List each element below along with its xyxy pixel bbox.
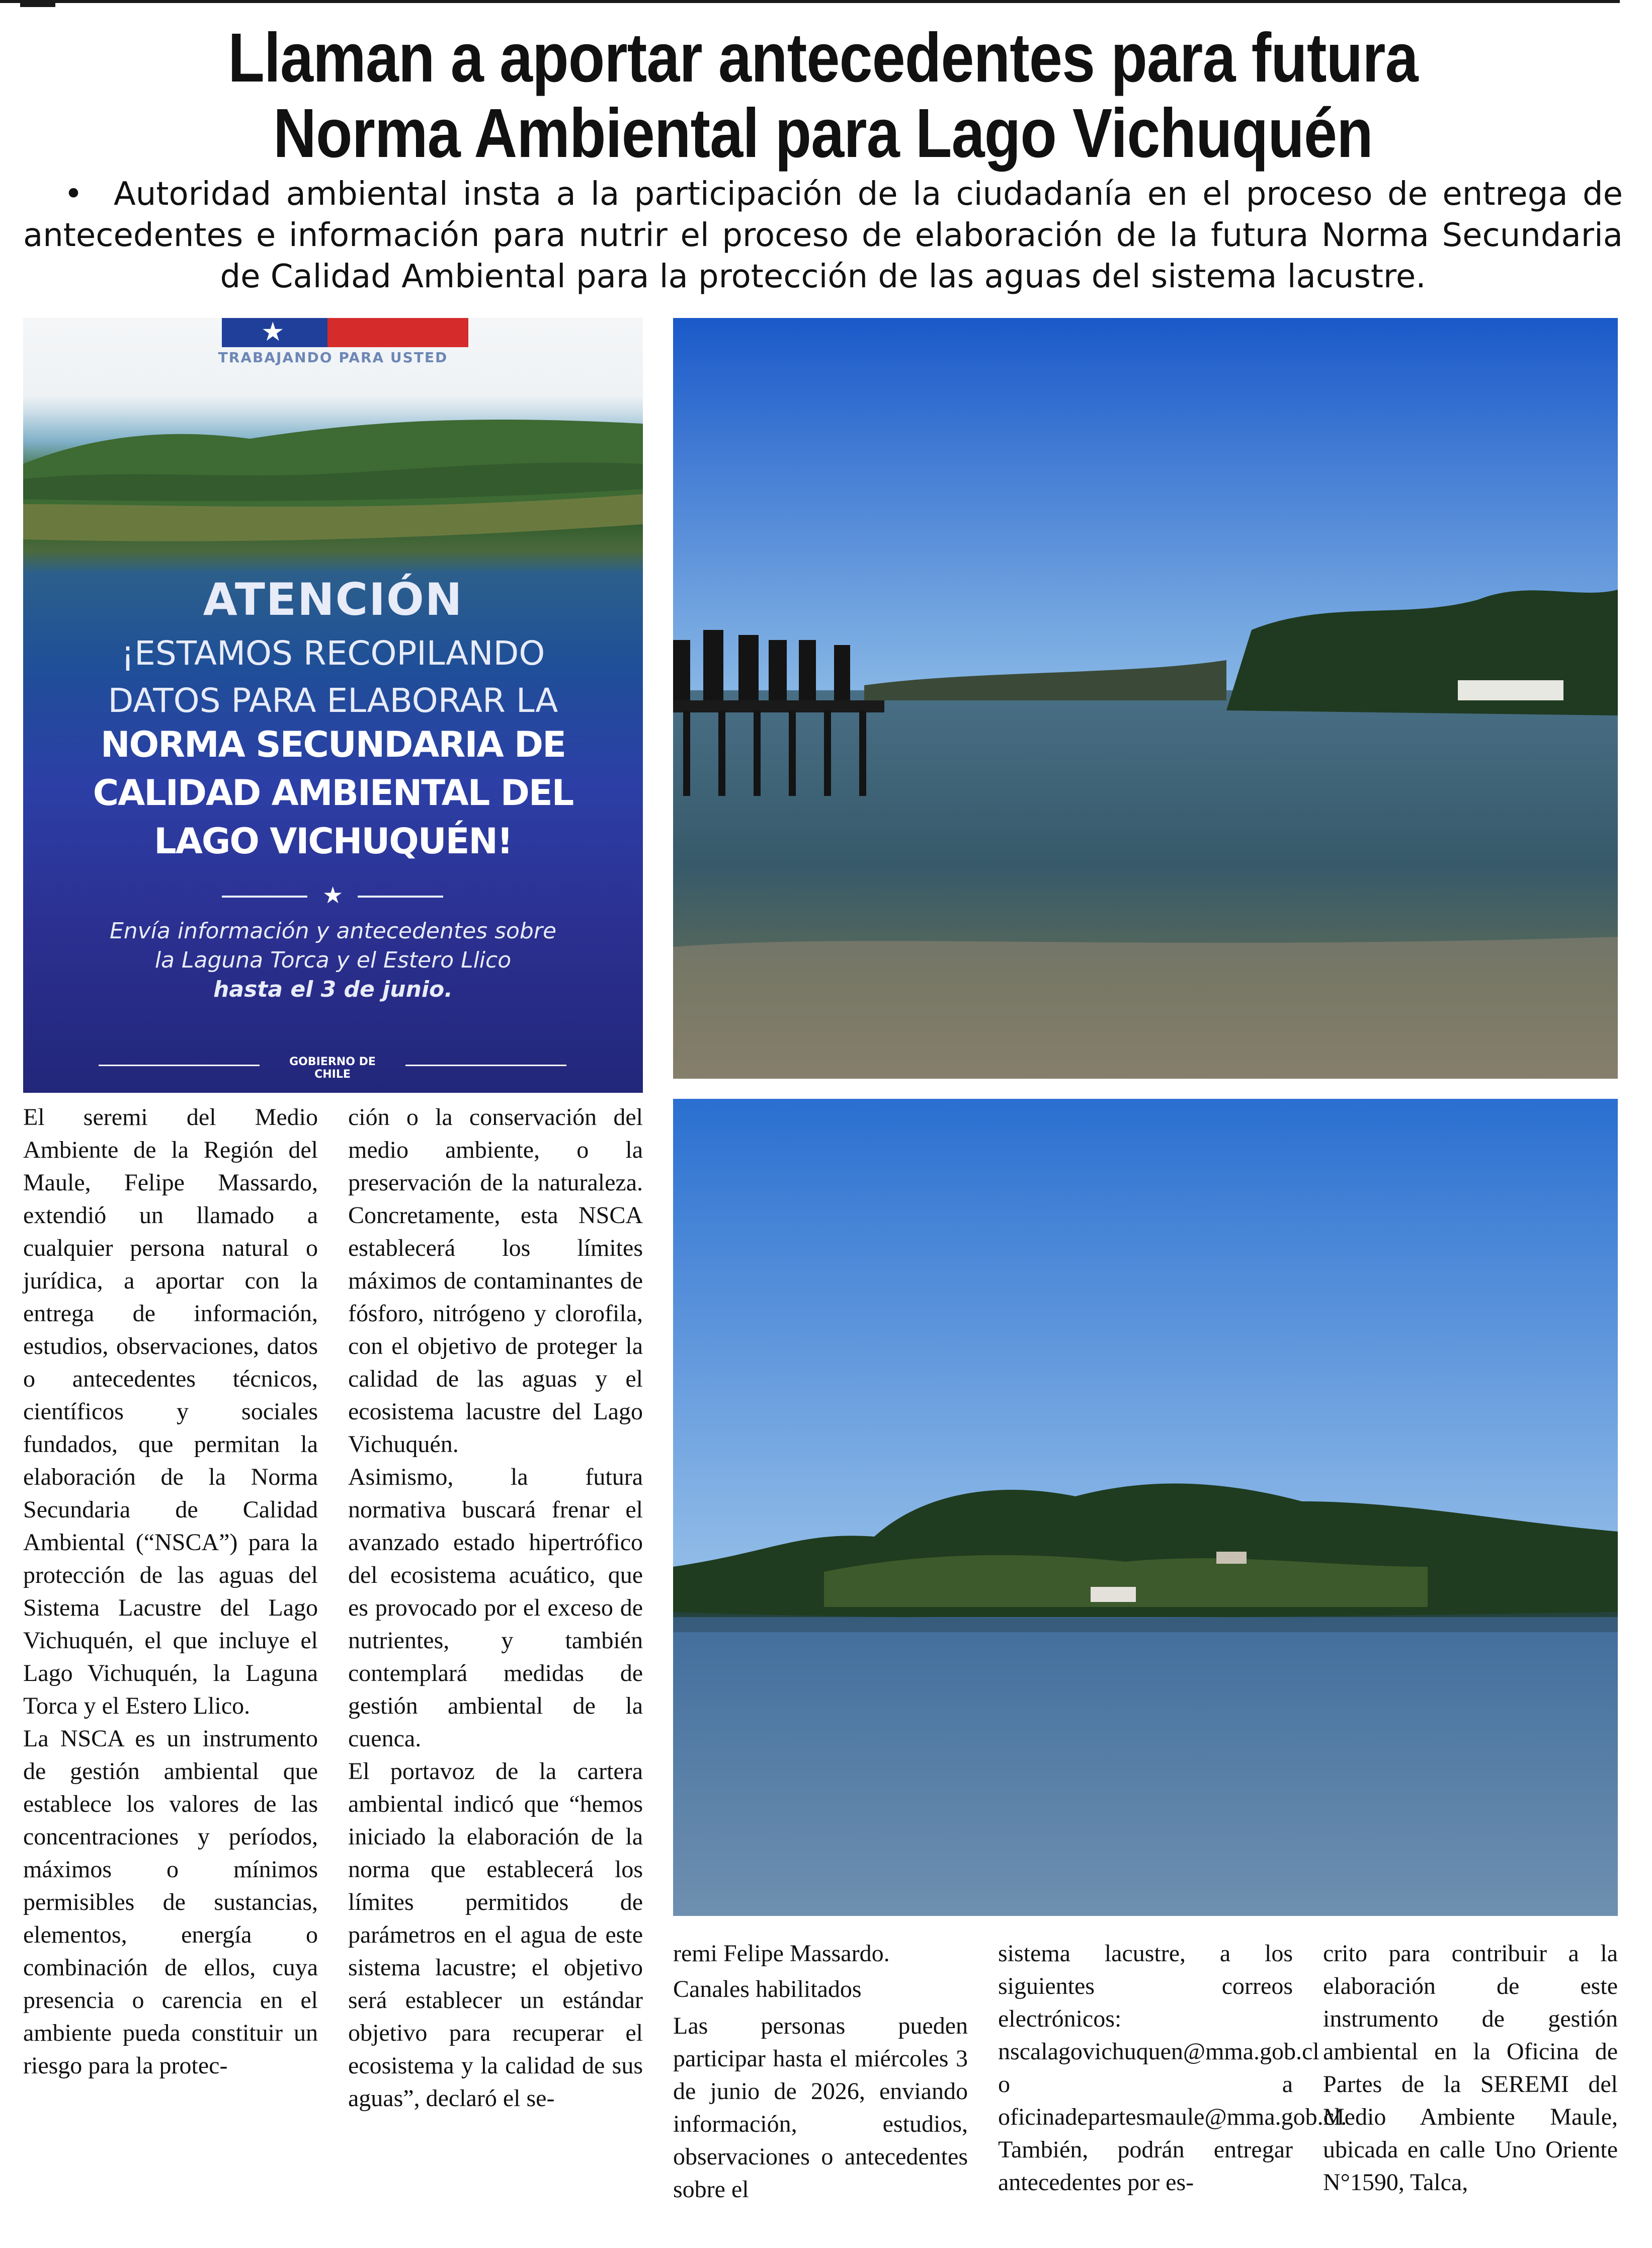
paragraph: Asimismo, la futura normativa buscará frenar el avanzado estado hipertrófico del ecosistema acuático, que es provocado por el exceso de nutrientes, y también contemplará medidas de gestión ambiental de la cuenca.: [348, 1464, 643, 1752]
star-icon: ★: [261, 318, 285, 347]
campaign-poster: [23, 318, 643, 1093]
paragraph: Las personas pueden participar hasta el miércoles 3 de junio de 2026, enviando información, estudios, observaciones o antecedentes sobre el: [673, 2013, 968, 2203]
poster-divider: [222, 881, 443, 909]
paragraph: El seremi del Medio Ambiente de la Región del Maule, Felipe Massardo, extendió un llamado a cualquier persona natural o jurídica, a aportar con la entrega de información, estudios, observaciones, datos o antecedentes técnicos, científicos y sociales fundados, que permitan la elaboración de la Norma Secundaria de Calidad Ambiental (“NSCA”) para la protección de las aguas del Sistema Lacustre del Lago Vichuquén, el que incluye el Lago Vichuquén, la Laguna Torca y el Estero Llico.: [23, 1104, 318, 1719]
paragraph: ción o la conservación del medio ambiente, o la preservación de la naturaleza. Concretamente, esta NSCA establecerá los límites máximos de contaminantes de fósforo, nitrógeno y clorofila, con el objetivo de proteger la calidad de las aguas y el ecosistema lacustre del Lago Vichuquén.: [348, 1104, 643, 1458]
paragraph: También, podrán entregar antecedentes por es-: [998, 2136, 1293, 2196]
poster-attention: ATENCIÓN: [203, 574, 463, 625]
lede: [23, 174, 1623, 297]
star-icon: ★: [322, 881, 344, 909]
paragraph: crito para contribuir a la elaboración de este instrumento de gestión ambiental en la Oficina de Partes de la SEREMI del Medio Ambiente Maule, ubicada en calle Uno Oriente N°1590, Talca,: [1323, 1940, 1618, 2196]
lede-text: Autoridad ambiental insta a la participación de la ciudadanía en el proceso de entrega de antecedentes e información para nutrir el proceso de elaboración de la futura Norma Secundaria de Calidad Ambiental para la protección de las aguas del sistema lacustre.: [23, 176, 1623, 295]
top-rule-mark: [20, 0, 55, 7]
lake-shore-photo: [673, 1099, 1618, 1916]
poster-tagline: TRABAJANDO PARA USTED: [218, 349, 448, 366]
article-column-3: [673, 1937, 968, 2206]
article-column-2: [348, 1101, 643, 2115]
top-rule: [0, 0, 1620, 3]
article-column-5: [1323, 1937, 1618, 2199]
article-column-4: [998, 1937, 1347, 2199]
paragraph: El portavoz de la cartera ambiental indicó que “hemos iniciado la elaboración de la norma que establecerá los límites permitidos de parámetros en el agua de este sistema lacustre; el objetivo será establecer un estándar objetivo para recuperar el ecosistema y la calidad de sus aguas”, declaró el se-: [348, 1758, 643, 2112]
poster-bold-text: NORMA SECUNDARIA DE CALIDAD AMBIENTAL DEL LAGO VICHUQUÉN!: [93, 724, 573, 862]
poster-deadline-text: Envía información y antecedentes sobre la Laguna Torca y el Estero Llico hasta el 3 de junio.: [109, 918, 557, 1002]
lede-bullet: •: [64, 176, 83, 213]
headline: Llaman a aportar antecedentes para futura Norma Ambiental para Lago Vichuquén: [228, 19, 1418, 172]
section-subhead: Canales habilitados: [673, 1976, 862, 2002]
paragraph: remi Felipe Massardo.: [673, 1940, 890, 1967]
poster-light-text: ¡ESTAMOS RECOPILANDO DATOS PARA ELABORAR LA: [108, 634, 558, 720]
poster-hills-image: [23, 404, 643, 544]
chile-flag-banner: [222, 318, 468, 347]
article-column-1: [23, 1101, 318, 2082]
paragraph: sistema lacustre, a los siguientes correos electrónicos: nscalagovichuquen@mma.gob.cl o a oficinadepartesmaule@mma.gob.cl.: [998, 1940, 1347, 2130]
lake-pier-photo: [673, 318, 1618, 1079]
poster-footer: GOBIERNO DE CHILE: [99, 1060, 566, 1070]
paragraph: La NSCA es un instrumento de gestión ambiental que establece los valores de las concentraciones y períodos, máximos o mínimos permisibles de sustancias, elementos, energía o combinación de ellos, cuya presencia o carencia en el ambiente pueda constituir un riesgo para la protec-: [23, 1725, 318, 2079]
